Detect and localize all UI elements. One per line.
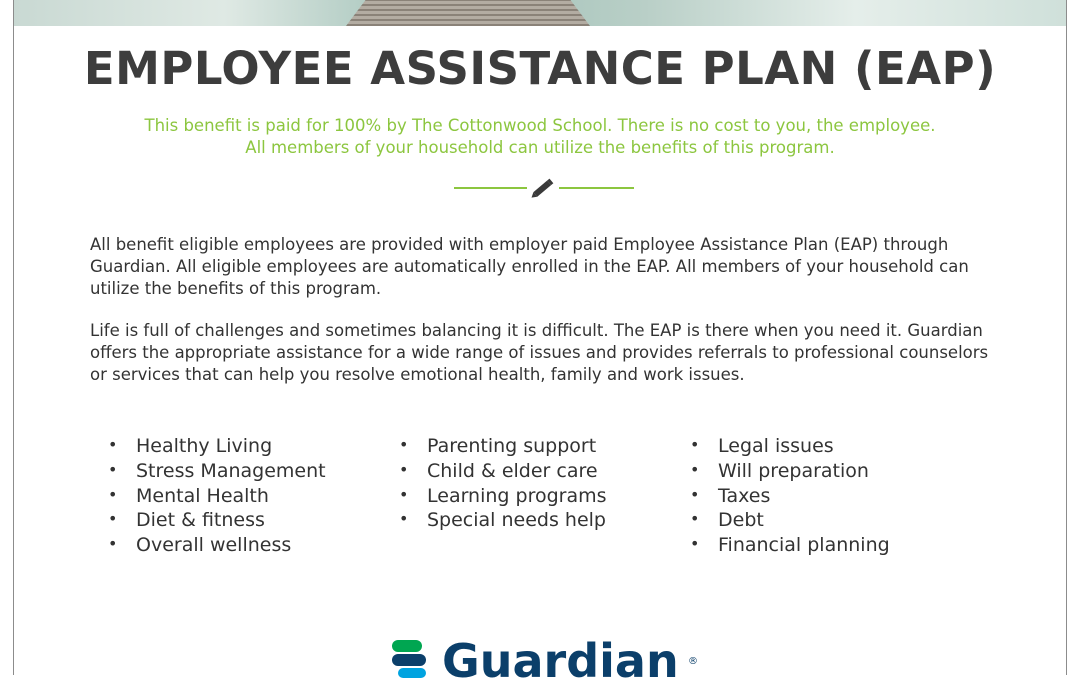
subtitle-line-1: This benefit is paid for 100% by The Cottonwood School. There is no cost to you, the employee. — [144, 116, 936, 135]
list-item: • Diet & fitness — [108, 509, 326, 534]
list-item: • Special needs help — [399, 509, 607, 534]
list-item: • Financial planning — [690, 534, 890, 559]
list-item: • Overall wellness — [108, 534, 326, 559]
list-item: • Will preparation — [690, 460, 890, 485]
page-border-right — [1066, 0, 1067, 675]
page-border-left — [13, 0, 14, 675]
list-item: • Learning programs — [399, 485, 607, 510]
page-title: EMPLOYEE ASSISTANCE PLAN (EAP) — [83, 42, 997, 95]
list-item: • Parenting support — [399, 435, 607, 460]
list-item: • Mental Health — [108, 485, 326, 510]
description-paragraph: Life is full of challenges and sometimes balancing it is difficult. The EAP is there when you need it. Guardian offers the appropriate assistance for a wide range of issues and provides referrals to professional counselors or services that can help you resolve emotional health, family and work issues. — [90, 321, 989, 384]
benefits-list-wellness — [108, 435, 326, 559]
list-item: • Legal issues — [690, 435, 890, 460]
dock-image — [346, 0, 590, 26]
benefits-list-legal-financial — [690, 435, 890, 559]
list-item: • Child & elder care — [399, 460, 607, 485]
benefits-list-family — [399, 435, 607, 534]
list-item: • Taxes — [690, 485, 890, 510]
list-item: • Stress Management — [108, 460, 326, 485]
list-item: • Healthy Living — [108, 435, 326, 460]
guardian-logo-icon — [388, 638, 432, 678]
registered-mark: ® — [688, 656, 698, 667]
header-photo — [14, 0, 1066, 26]
guardian-logo-text: Guardian — [442, 634, 679, 688]
subtitle-line-2: All members of your household can utilize the benefits of this program. — [245, 138, 835, 157]
guardian-logo — [388, 634, 708, 688]
list-item: • Debt — [690, 509, 890, 534]
pencil-icon — [527, 174, 559, 202]
intro-paragraph: All benefit eligible employees are provided with employer paid Employee Assistance Plan (EAP) through Guardian. All eligible employees are automatically enrolled in the EAP. All members of your household can utilize the benefits of this program. — [90, 235, 969, 298]
